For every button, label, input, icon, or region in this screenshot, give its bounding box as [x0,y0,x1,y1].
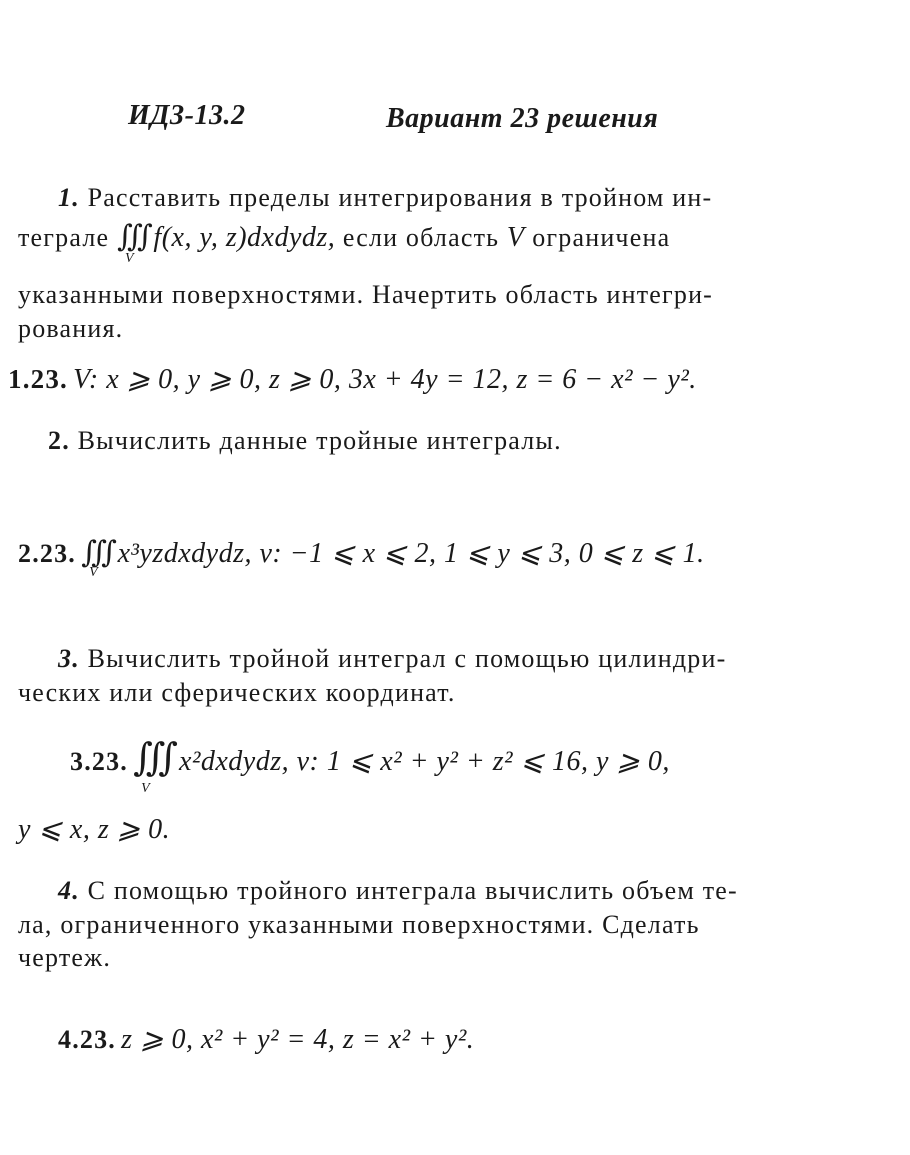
task4-line1 [58,878,738,904]
problem-3-23-text: x²dxdydz, v: 1 ⩽ x² + y² + z² ⩽ 16, y ⩾ 0, [179,746,670,777]
task3-line2: ческих или сферических координат. [18,678,456,707]
task1-number: 1. [58,183,80,212]
problem-2-23-math [81,536,705,580]
task3-number: 3. [58,644,80,673]
task1-line1 [58,185,712,211]
problem-1-23-number: 1.23. [8,364,68,394]
header-left: ИДЗ-13.2 [128,100,246,131]
task1-line3: указанными поверхностями. Начертить область интегри- [18,280,714,309]
triple-integral-icon: ∭ V [81,536,110,580]
task1-line2 [18,220,671,266]
problem-4-23-number: 4.23. [58,1025,116,1054]
problem-2-23-number: 2.23. [18,539,76,568]
task3-line1-text: Вычислить тройной интеграл с помощью цилиндри- [87,644,727,673]
task1-line2-end: ограничена [532,223,671,252]
task1-line1-text: Расставить пределы интегрирования в тройном ин- [87,183,713,212]
task1-line4: рования. [18,314,124,343]
task4-number: 4. [58,876,80,905]
task1-integrand: f(x, y, z)dxdydz, [153,222,336,253]
task2-line1 [48,428,562,454]
task1-integral [116,220,343,266]
task2-line1-text: Вычислить данные тройные интегралы. [77,426,562,455]
task1-line2-prefix: теграле [18,223,110,252]
task3-line1 [58,646,726,672]
task4-line3: чертеж. [18,943,112,972]
triple-integral-icon: ∭ V [133,737,172,796]
problem-3-23-math [133,737,670,796]
integral-subscript: V [124,251,134,266]
problem-1-23 [8,362,697,396]
problem-3-23 [70,735,670,796]
header-right: Вариант 23 решения [386,103,659,134]
integral-subscript: V [89,565,98,580]
task2-number: 2. [48,426,70,455]
task1-line2-suffix: если область [342,223,500,252]
triple-integral-icon: ∭ V [116,220,146,266]
integral-subscript: V [141,781,150,796]
task1-line2-var: V [506,222,525,253]
problem-4-23-text: z ⩾ 0, x² + y² = 4, z = x² + y². [121,1024,475,1055]
problem-3-23-text2: y ⩽ x, z ⩾ 0. [18,814,171,845]
problem-3-23-number: 3.23. [70,747,128,776]
problem-2-23 [18,535,705,580]
task4-line2: ла, ограниченного указанными поверхностями. Сделать [18,910,700,939]
problem-2-23-text: x³yzdxdydz, v: −1 ⩽ x ⩽ 2, 1 ⩽ y ⩽ 3, 0 ⩽ z ⩽ 1. [117,538,705,569]
task4-line1-text: С помощью тройного интеграла вычислить объем те- [87,876,738,905]
problem-1-23-text: V: x ⩾ 0, y ⩾ 0, z ⩾ 0, 3x + 4y = 12, z = 6 − x² − y². [73,364,697,395]
problem-4-23 [58,1022,474,1056]
